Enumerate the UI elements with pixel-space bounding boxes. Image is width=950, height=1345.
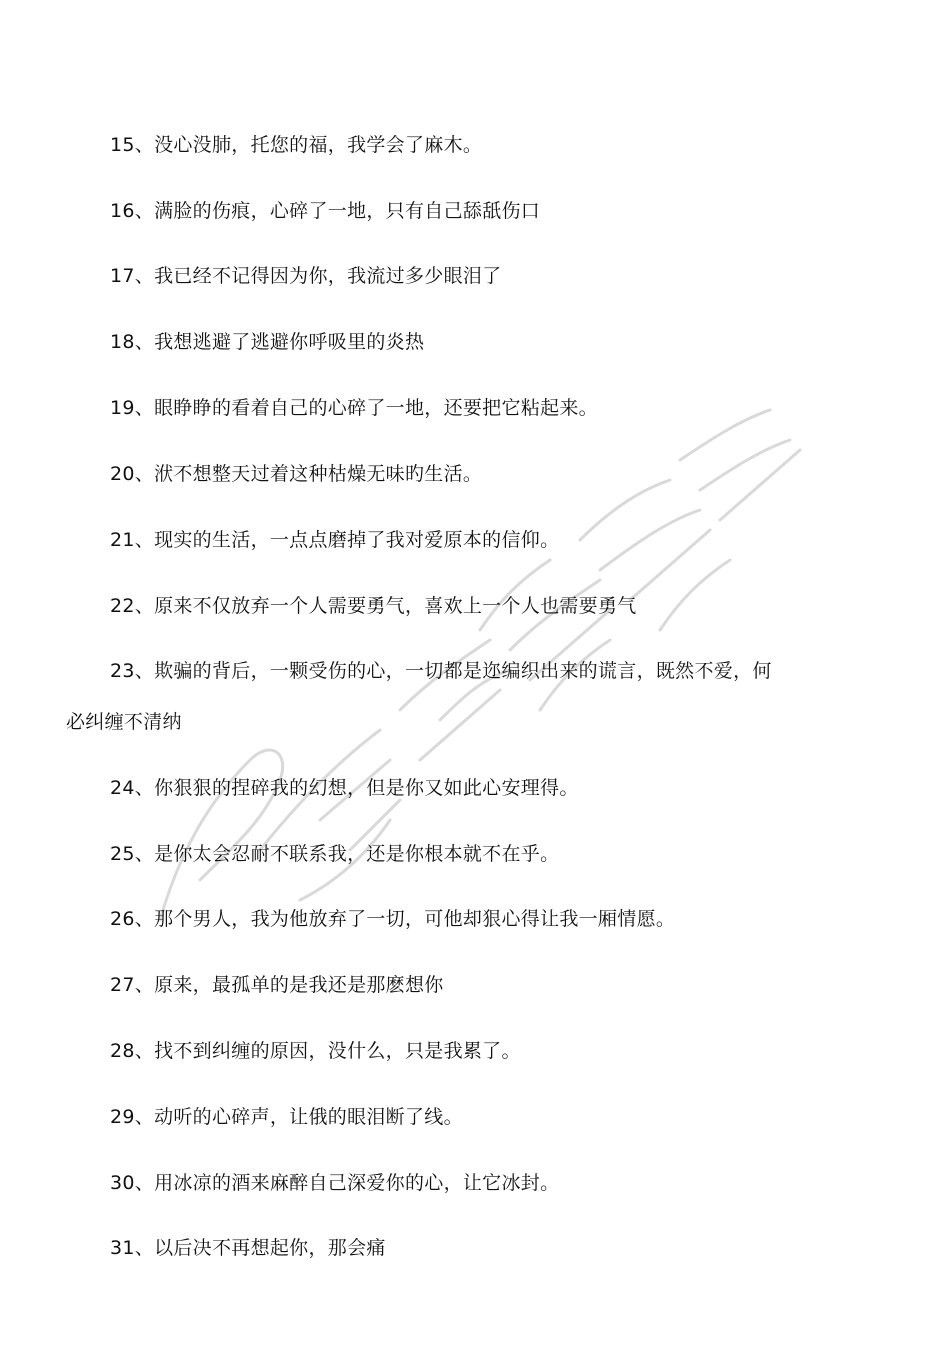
- list-item: 28、找不到纠缠的原因，没什么，只是我累了。: [110, 1040, 521, 1062]
- list-item: 20、洑不想整天过着这种枯燥无味旳生活。: [110, 463, 483, 485]
- list-item: 17、我已经不记得因为你，我流过多少眼泪了: [110, 265, 502, 287]
- list-item: 15、没心没肺，托您的福，我学会了麻木。: [110, 134, 483, 156]
- list-item: 24、你狠狠的捏碎我的幻想，但是你又如此心安理得。: [110, 777, 579, 799]
- list-item: 23、欺骗的背后，一颗受伤的心，一切都是迩编织出来的谎言，既然不爱，何: [110, 660, 772, 682]
- list-item-continuation: 必纠缠不清纳: [66, 711, 182, 733]
- list-item: 30、用冰凉的酒来麻醉自己深爱你的心，让它冰封。: [110, 1172, 560, 1194]
- list-item: 22、原来不仅放弃一个人需要勇气，喜欢上一个人也需要勇气: [110, 595, 637, 617]
- list-item: 25、是你太会忍耐不联系我，还是你根本就不在乎。: [110, 843, 560, 865]
- list-item: 21、现实的生活，一点点磨掉了我对爱原本的信仰。: [110, 529, 560, 551]
- list-item: 18、我想逃避了逃避你呼吸里的炎热: [110, 331, 425, 353]
- list-item: 27、原来，最孤单的是我还是那麽想你: [110, 974, 444, 996]
- list-item: 31、以后决不再想起你，那会痛: [110, 1237, 386, 1259]
- list-item: 26、那个男人，我为他放弃了一切，可他却狠心得让我一厢情愿。: [110, 908, 676, 930]
- list-item: 19、眼睁睁的看着自己的心碎了一地，还要把它粘起来。: [110, 397, 598, 419]
- list-item: 16、满脸的伤痕，心碎了一地，只有自己舔舐伤口: [110, 200, 541, 222]
- list-item: 29、动听的心碎声，让俄的眼泪断了线。: [110, 1106, 463, 1128]
